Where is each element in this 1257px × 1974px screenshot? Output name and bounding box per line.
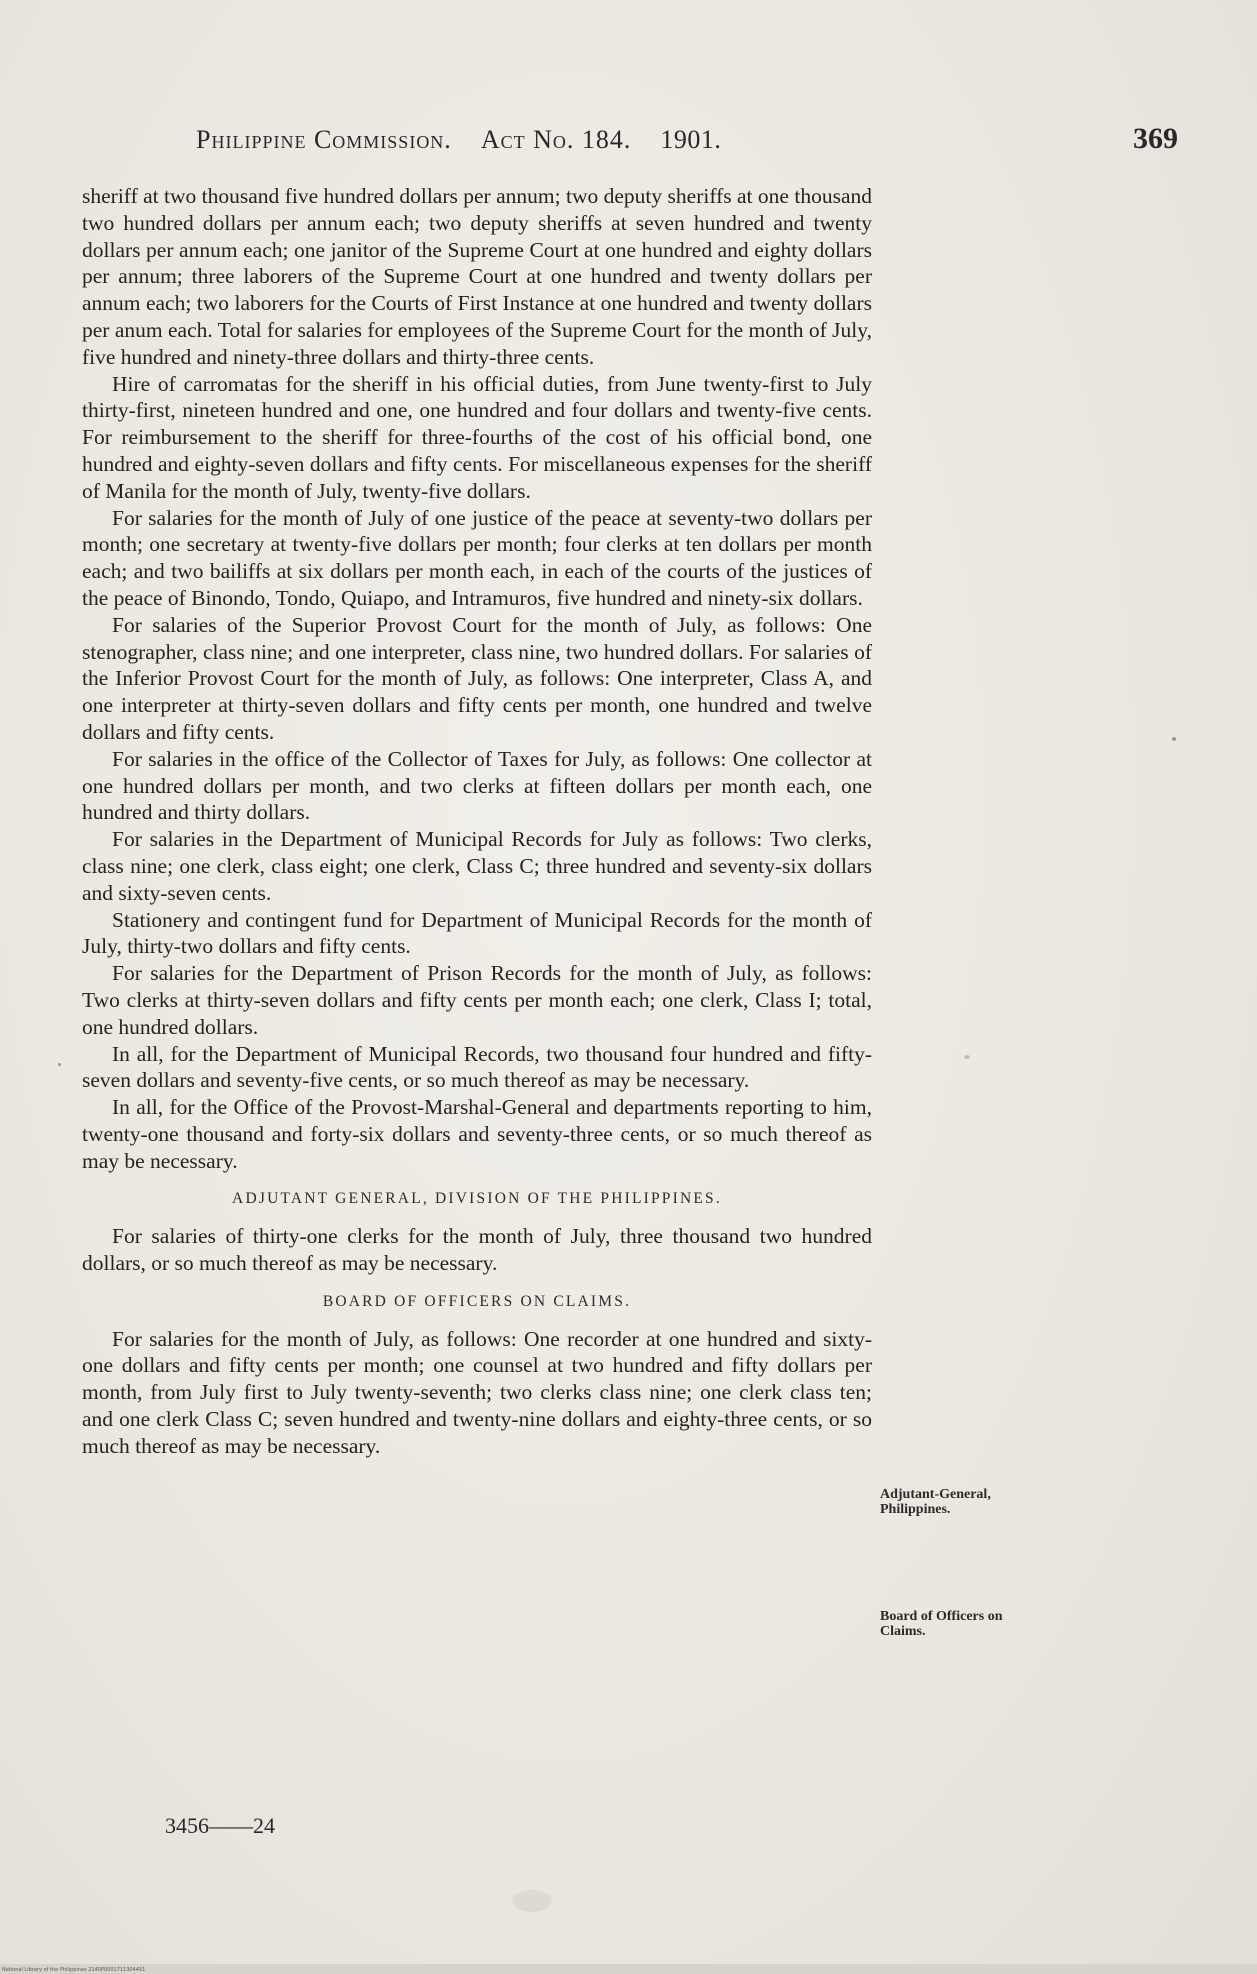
signature-mark: 3456——24 (165, 1813, 275, 1838)
section-heading-board-of-officers: BOARD OF OFFICERS ON CLAIMS. (322, 1292, 632, 1310)
paragraph-12: For salaries for the month of July, as follows: One recorder at one hundred and sixty-one dollars and fifty cents per month; one counsel at two hundred and fifty dollars per month, from July first to July twenty-seventh; two clerks class nine; one clerk class ten; and one clerk Class C; seven hundred and twenty-nine dollars and eighty-three cents, or so much thereof as may be necessary. (82, 1326, 872, 1458)
margin-note-board-of-officers (880, 1609, 1002, 1639)
margin-note-2-line-1: Board of Officers on (880, 1609, 1003, 1624)
running-header (196, 125, 743, 155)
header-year: 1901. (660, 125, 722, 154)
footer-credit: National Library of the Philippines 2140P0001711304451 (2, 1967, 146, 1973)
paragraph-1: sheriff at two thousand five hundred dollars per annum; two deputy sheriffs at one thousand two hundred dollars per annum each; two deputy sheriffs at seven hundred and twenty dollars per annum each; one janitor of the Supreme Court at one hundred and eighty dollars per annum; three laborers of the Supreme Court at one hundred and twenty dollars per annum each; two laborers for the Courts of First Instance at one hundred and twenty dollars per anum each. Total for salaries for employees of the Supreme Court for the month of July, five hundred and ninety-three dollars and thirty-three cents. (82, 184, 872, 369)
paper-speck (1172, 737, 1176, 741)
paragraph-7: Stationery and contingent fund for Department of Municipal Records for the month of July, thirty-two dollars and fifty cents. (82, 907, 872, 959)
margin-note-adjutant-general (880, 1487, 991, 1517)
footer-strip (0, 1964, 1257, 1974)
page-number: 369 (1133, 122, 1178, 155)
paragraph-5: For salaries in the office of the Collector of Taxes for July, as follows: One collector at one hundred dollars per month, and two clerks at fifteen dollars per month each, one hundred and thirty dollars. (82, 746, 872, 825)
paragraph-2: Hire of carromatas for the sheriff in his official duties, from June twenty-first to July thirty-first, nineteen hundred and one, one hundred and four dollars and twenty-five cents. For reimbursement to the sheriff for three-fourths of the cost of his official bond, one hundred and eighty-seven dollars and fifty cents. For miscellaneous expenses for the sheriff of Manila for the month of July, twenty-five dollars. (82, 371, 872, 503)
paper-speck (58, 1063, 61, 1066)
margin-note-1-line-1: Adjutant-General, (880, 1487, 991, 1502)
section-heading-adjutant-general: ADJUTANT GENERAL, DIVISION OF THE PHILIPPINES. (232, 1190, 722, 1208)
paragraph-4: For salaries of the Superior Provost Court for the month of July, as follows: One stenographer, class nine; and one interpreter, class nine, two hundred dollars. For salaries of the Inferior Provost Court for the month of July, as follows: One interpreter, Class A, and one interpreter at thirty-seven dollars and fifty cents per month, one hundred and twelve dollars and fifty cents. (82, 612, 872, 744)
paragraph-8: For salaries for the Department of Prison Records for the month of July, as follows: Two clerks at thirty-seven dollars and fifty cents per month each; one clerk, Class I; total, one hundred dollars. (82, 961, 872, 1039)
body-text (82, 183, 872, 1460)
margin-note-1-line-2: Philippines. (880, 1502, 951, 1517)
margin-note-2-line-2: Claims. (880, 1624, 926, 1639)
paragraph-6: For salaries in the Department of Municipal Records for July as follows: Two clerks, class nine; one clerk, class eight; one clerk, Class C; three hundred and seventy-six dollars and sixty-seven cents. (82, 827, 872, 905)
paragraph-10: In all, for the Office of the Provost-Marshal-General and departments reporting to him, twenty-one thousand and forty-six dollars and seventy-three cents, or so much thereof as may be necessary. (82, 1095, 872, 1173)
paper-smudge (512, 1890, 552, 1912)
paragraph-9: In all, for the Department of Municipal Records, two thousand four hundred and fifty-seven dollars and seventy-five cents, or so much thereof as may be necessary. (82, 1041, 872, 1093)
paper-speck (964, 1055, 970, 1059)
paragraph-3: For salaries for the month of July of one justice of the peace at seventy-two dollars per month; one secretary at twenty-five dollars per month; four clerks at ten dollars per month each; and two bailiffs at six dollars per month each, in each of the courts of the justices of the peace of Binondo, Tondo, Quiapo, and Intramuros, five hundred and ninety-six dollars. (82, 505, 872, 610)
paragraph-11: For salaries of thirty-one clerks for the month of July, three thousand two hundred dollars, or so much thereof as may be necessary. (82, 1224, 872, 1276)
running-title: Philippine Commission. (196, 125, 452, 154)
act-number: Act No. 184. (480, 125, 632, 154)
